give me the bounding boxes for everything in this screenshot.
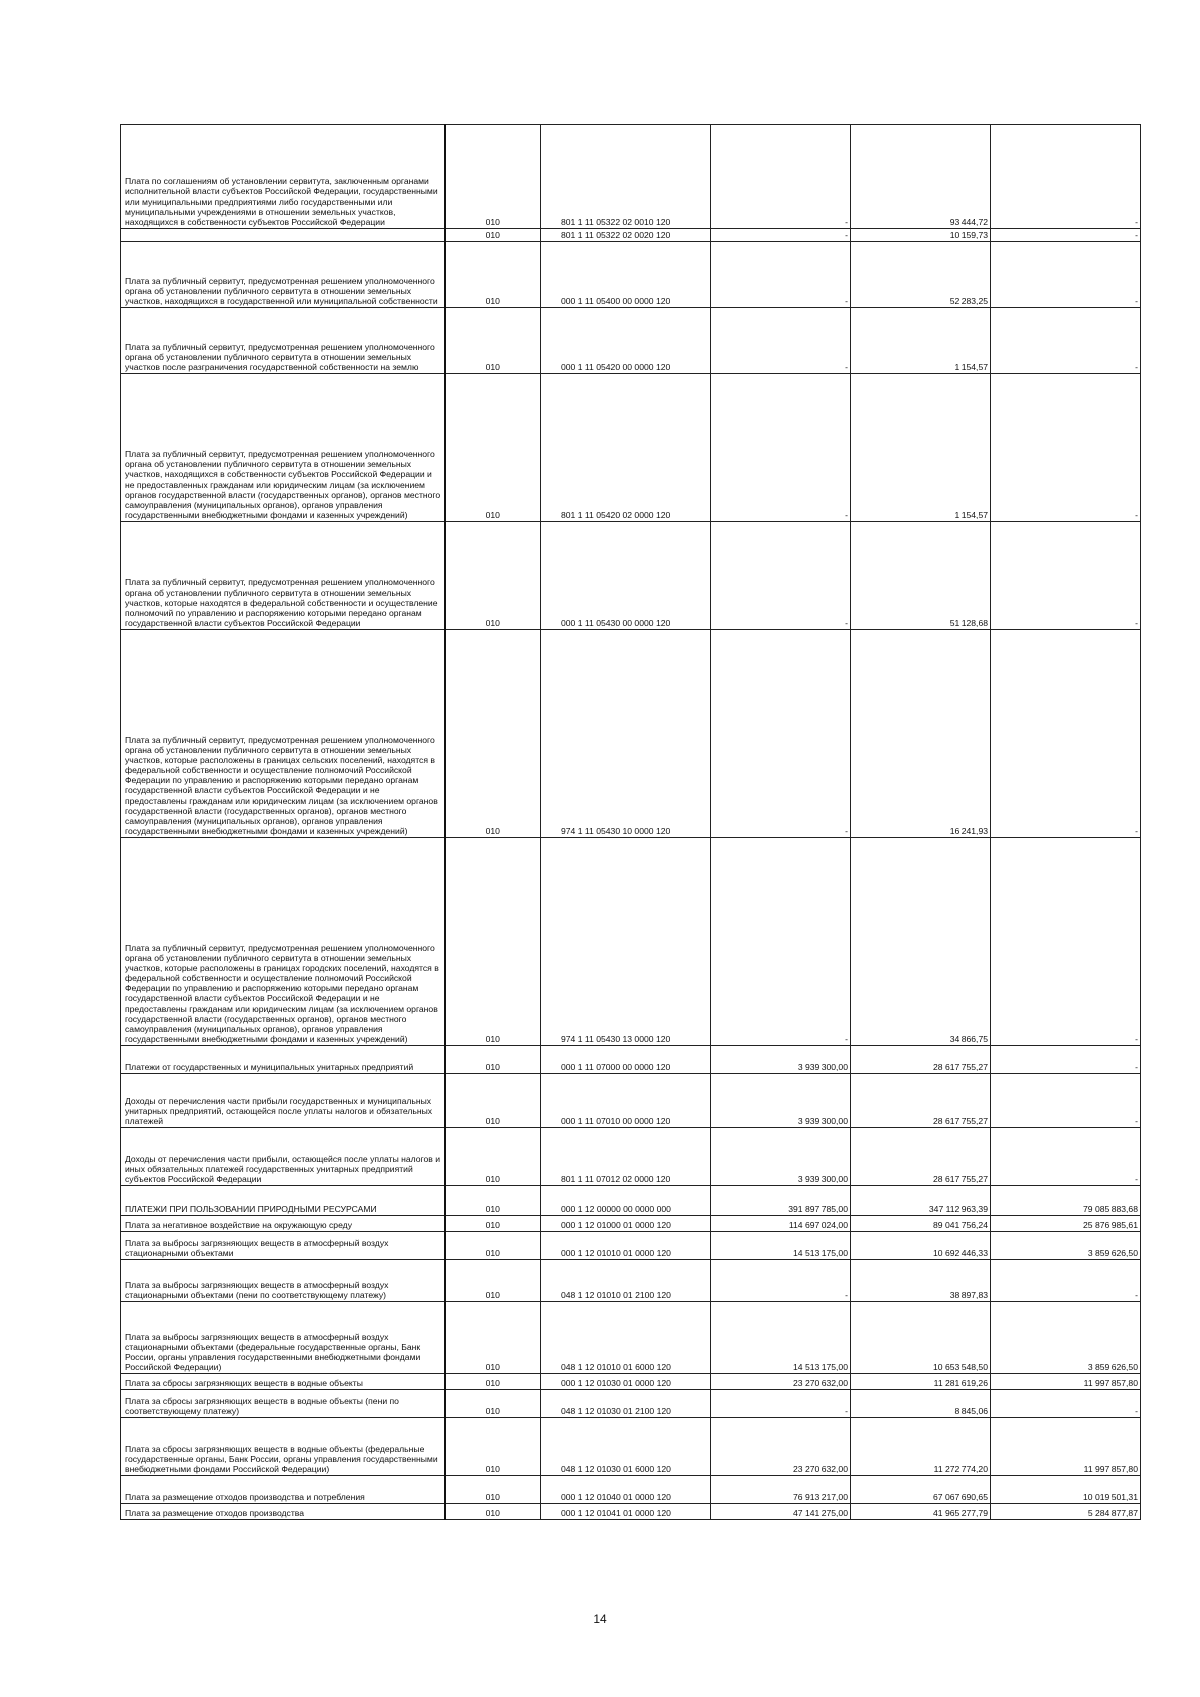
row-code-cell: 010 (445, 522, 541, 630)
row-name-cell: Плата за размещение отходов производства (121, 1504, 445, 1520)
table-row (121, 1128, 1141, 1186)
row-approved-cell: 14 513 175,00 (711, 1232, 851, 1260)
row-unexecuted-cell: 3 859 626,50 (991, 1302, 1141, 1374)
row-name-cell: Плата за размещение отходов производства и потребления (121, 1476, 445, 1504)
row-name-cell (121, 229, 445, 242)
table-row (121, 1260, 1141, 1302)
row-approved-cell: - (711, 522, 851, 630)
row-kbk-cell: 801 1 11 07012 02 0000 120 (541, 1128, 711, 1186)
row-approved-cell: 3 939 300,00 (711, 1046, 851, 1074)
row-executed-cell: 38 897,83 (851, 1260, 991, 1302)
table-row (121, 1074, 1141, 1128)
row-kbk-cell: 801 1 11 05420 02 0000 120 (541, 374, 711, 522)
row-unexecuted-cell: 25 876 985,61 (991, 1216, 1141, 1232)
row-code-cell: 010 (445, 1476, 541, 1504)
row-unexecuted-cell: 3 859 626,50 (991, 1232, 1141, 1260)
row-code-cell: 010 (445, 1232, 541, 1260)
row-code-cell: 010 (445, 229, 541, 242)
row-code-cell: 010 (445, 1074, 541, 1128)
row-approved-cell: - (711, 1260, 851, 1302)
row-kbk-cell: 974 1 11 05430 13 0000 120 (541, 838, 711, 1046)
row-code-cell: 010 (445, 1374, 541, 1390)
row-executed-cell: 52 283,25 (851, 242, 991, 308)
revenue-table-body (121, 125, 1141, 1520)
row-executed-cell: 10 653 548,50 (851, 1302, 991, 1374)
row-code-cell: 010 (445, 125, 541, 229)
row-name-cell: Плата по соглашениям об установлении сервитута, заключенным органами исполнительной власти субъектов Российской Федерации, государственными или муниципальными предприятиями либо государственными или муниципальными учреждениями в отношении земельных участков, находящихся в собственности субъектов Российской Федерации (121, 125, 445, 229)
row-unexecuted-cell: - (991, 630, 1141, 838)
row-executed-cell: 28 617 755,27 (851, 1074, 991, 1128)
row-approved-cell: - (711, 125, 851, 229)
row-name-cell: Плата за публичный сервитут, предусмотренная решением уполномоченного органа об установлении публичного сервитута в отношении земельных участков, которые находятся в федеральной собственности и осуществление полномочий по управлению и распоряжению которыми передано органам государственной власти субъектов Российской Федерации (121, 522, 445, 630)
row-executed-cell: 16 241,93 (851, 630, 991, 838)
row-code-cell: 010 (445, 242, 541, 308)
row-kbk-cell: 801 1 11 05322 02 0010 120 (541, 125, 711, 229)
row-name-cell: Плата за публичный сервитут, предусмотренная решением уполномоченного органа об установлении публичного сервитута в отношении земельных участков, которые расположены в границах сельских поселений, находятся в федеральной собственности и осуществление полномочий Российской Федерации по управлению и распоряжению которыми передано органам государственной власти субъектов Российской Федерации и не предоставлены гражданам или юридическим лицам (за исключением органов государственной власти (государственных органов), органов местного самоуправления (муниципальных органов), органов управления государственными внебюджетными фондами и казенных учреждений) (121, 630, 445, 838)
row-name-cell: Доходы от перечисления части прибыли, остающейся после уплаты налогов и иных обязательных платежей государственных унитарных предприятий субъектов Российской Федерации (121, 1128, 445, 1186)
table-row (121, 1476, 1141, 1504)
row-unexecuted-cell: 79 085 883,68 (991, 1186, 1141, 1216)
row-kbk-cell: 000 1 11 05420 00 0000 120 (541, 308, 711, 374)
row-code-cell: 010 (445, 1128, 541, 1186)
table-row (121, 1374, 1141, 1390)
row-kbk-cell: 048 1 12 01010 01 6000 120 (541, 1302, 711, 1374)
row-unexecuted-cell: - (991, 1046, 1141, 1074)
row-name-cell: Плата за сбросы загрязняющих веществ в водные объекты (пени по соответствующему платежу) (121, 1390, 445, 1418)
row-name-cell: Плата за публичный сервитут, предусмотренная решением уполномоченного органа об установлении публичного сервитута в отношении земельных участков после разграничения государственной собственности на землю (121, 308, 445, 374)
row-approved-cell: 23 270 632,00 (711, 1374, 851, 1390)
row-unexecuted-cell: - (991, 308, 1141, 374)
row-approved-cell: - (711, 630, 851, 838)
row-unexecuted-cell: - (991, 1390, 1141, 1418)
row-kbk-cell: 048 1 12 01030 01 2100 120 (541, 1390, 711, 1418)
row-approved-cell: 114 697 024,00 (711, 1216, 851, 1232)
table-row (121, 1186, 1141, 1216)
row-unexecuted-cell: 10 019 501,31 (991, 1476, 1141, 1504)
table-row (121, 1046, 1141, 1074)
revenue-table (120, 124, 1141, 1520)
table-row (121, 308, 1141, 374)
row-approved-cell: 23 270 632,00 (711, 1418, 851, 1476)
row-kbk-cell: 801 1 11 05322 02 0020 120 (541, 229, 711, 242)
row-executed-cell: 11 281 619,26 (851, 1374, 991, 1390)
row-unexecuted-cell: - (991, 125, 1141, 229)
row-unexecuted-cell: - (991, 1128, 1141, 1186)
row-code-cell: 010 (445, 1390, 541, 1418)
row-executed-cell: 67 067 690,65 (851, 1476, 991, 1504)
row-name-cell: Плата за сбросы загрязняющих веществ в водные объекты (федеральные государственные органы, Банк России, органы управления государственными внебюджетными фондами Российской Федерации) (121, 1418, 445, 1476)
row-name-cell: Платежи от государственных и муниципальных унитарных предприятий (121, 1046, 445, 1074)
row-unexecuted-cell: 11 997 857,80 (991, 1418, 1141, 1476)
row-approved-cell: - (711, 374, 851, 522)
row-executed-cell: 51 128,68 (851, 522, 991, 630)
table-row (121, 242, 1141, 308)
row-unexecuted-cell: - (991, 374, 1141, 522)
table-row (121, 1390, 1141, 1418)
row-approved-cell: 3 939 300,00 (711, 1074, 851, 1128)
row-name-cell: Плата за публичный сервитут, предусмотренная решением уполномоченного органа об установлении публичного сервитута в отношении земельных участков, находящихся в собственности субъектов Российской Федерации и не предоставленных гражданам или юридическим лицам (за исключением органов государственной власти (государственных органов), органов местного самоуправления (муниципальных органов), органов управления государственными внебюджетными фондами и казенных учреждений) (121, 374, 445, 522)
row-kbk-cell: 000 1 11 07000 00 0000 120 (541, 1046, 711, 1074)
row-executed-cell: 11 272 774,20 (851, 1418, 991, 1476)
row-kbk-cell: 000 1 12 00000 00 0000 000 (541, 1186, 711, 1216)
row-kbk-cell: 000 1 12 01041 01 0000 120 (541, 1504, 711, 1520)
row-name-cell: Плата за выбросы загрязняющих веществ в атмосферный воздух стационарными объектами (пени по соответствующему платежу) (121, 1260, 445, 1302)
row-unexecuted-cell: 11 997 857,80 (991, 1374, 1141, 1390)
table-row (121, 1418, 1141, 1476)
row-approved-cell: 76 913 217,00 (711, 1476, 851, 1504)
row-executed-cell: 28 617 755,27 (851, 1046, 991, 1074)
row-kbk-cell: 000 1 12 01010 01 0000 120 (541, 1232, 711, 1260)
table-row (121, 1302, 1141, 1374)
row-approved-cell: 391 897 785,00 (711, 1186, 851, 1216)
row-code-cell: 010 (445, 1186, 541, 1216)
row-name-cell: Плата за выбросы загрязняющих веществ в атмосферный воздух стационарными объектами (федеральные государственные органы, Банк России, органы управления государственными внебюджетными фондами Российской Федерации) (121, 1302, 445, 1374)
row-kbk-cell: 000 1 12 01040 01 0000 120 (541, 1476, 711, 1504)
row-executed-cell: 347 112 963,39 (851, 1186, 991, 1216)
row-kbk-cell: 000 1 11 05430 00 0000 120 (541, 522, 711, 630)
row-code-cell: 010 (445, 1418, 541, 1476)
row-unexecuted-cell: - (991, 242, 1141, 308)
row-name-cell: Плата за сбросы загрязняющих веществ в водные объекты (121, 1374, 445, 1390)
table-row (121, 229, 1141, 242)
row-unexecuted-cell: - (991, 1074, 1141, 1128)
row-executed-cell: 10 692 446,33 (851, 1232, 991, 1260)
row-code-cell: 010 (445, 630, 541, 838)
row-kbk-cell: 000 1 11 07010 00 0000 120 (541, 1074, 711, 1128)
row-name-cell: ПЛАТЕЖИ ПРИ ПОЛЬЗОВАНИИ ПРИРОДНЫМИ РЕСУРСАМИ (121, 1186, 445, 1216)
row-kbk-cell: 048 1 12 01010 01 2100 120 (541, 1260, 711, 1302)
table-row (121, 1216, 1141, 1232)
row-unexecuted-cell: - (991, 838, 1141, 1046)
row-approved-cell: 47 141 275,00 (711, 1504, 851, 1520)
row-kbk-cell: 048 1 12 01030 01 6000 120 (541, 1418, 711, 1476)
row-approved-cell: - (711, 242, 851, 308)
row-approved-cell: - (711, 838, 851, 1046)
row-code-cell: 010 (445, 374, 541, 522)
table-row (121, 522, 1141, 630)
row-name-cell: Плата за публичный сервитут, предусмотренная решением уполномоченного органа об установлении публичного сервитута в отношении земельных участков, находящихся в государственной или муниципальной собственности (121, 242, 445, 308)
table-row (121, 1232, 1141, 1260)
row-name-cell: Плата за выбросы загрязняющих веществ в атмосферный воздух стационарными объектами (121, 1232, 445, 1260)
row-code-cell: 010 (445, 308, 541, 374)
row-approved-cell: 14 513 175,00 (711, 1302, 851, 1374)
row-executed-cell: 1 154,57 (851, 374, 991, 522)
row-kbk-cell: 000 1 12 01030 01 0000 120 (541, 1374, 711, 1390)
row-kbk-cell: 000 1 12 01000 01 0000 120 (541, 1216, 711, 1232)
row-code-cell: 010 (445, 1216, 541, 1232)
table-row (121, 838, 1141, 1046)
row-code-cell: 010 (445, 1046, 541, 1074)
table-row (121, 630, 1141, 838)
row-code-cell: 010 (445, 838, 541, 1046)
row-kbk-cell: 974 1 11 05430 10 0000 120 (541, 630, 711, 838)
row-unexecuted-cell: - (991, 229, 1141, 242)
row-executed-cell: 10 159,73 (851, 229, 991, 242)
row-executed-cell: 93 444,72 (851, 125, 991, 229)
table-row (121, 1504, 1141, 1520)
row-approved-cell: - (711, 229, 851, 242)
row-approved-cell: 3 939 300,00 (711, 1128, 851, 1186)
page-number: 14 (593, 1612, 607, 1626)
row-unexecuted-cell: - (991, 1260, 1141, 1302)
row-code-cell: 010 (445, 1504, 541, 1520)
row-executed-cell: 89 041 756,24 (851, 1216, 991, 1232)
row-name-cell: Плата за негативное воздействие на окружающую среду (121, 1216, 445, 1232)
row-approved-cell: - (711, 1390, 851, 1418)
row-executed-cell: 8 845,06 (851, 1390, 991, 1418)
row-executed-cell: 34 866,75 (851, 838, 991, 1046)
row-code-cell: 010 (445, 1302, 541, 1374)
table-row (121, 125, 1141, 229)
row-kbk-cell: 000 1 11 05400 00 0000 120 (541, 242, 711, 308)
row-executed-cell: 28 617 755,27 (851, 1128, 991, 1186)
row-executed-cell: 41 965 277,79 (851, 1504, 991, 1520)
row-unexecuted-cell: 5 284 877,87 (991, 1504, 1141, 1520)
table-row (121, 374, 1141, 522)
row-approved-cell: - (711, 308, 851, 374)
row-code-cell: 010 (445, 1260, 541, 1302)
row-unexecuted-cell: - (991, 522, 1141, 630)
row-name-cell: Плата за публичный сервитут, предусмотренная решением уполномоченного органа об установлении публичного сервитута в отношении земельных участков, которые расположены в границах городских поселений, находятся в федеральной собственности и осуществление полномочий Российской Федерации по управлению и распоряжению которыми передано органам государственной власти субъектов Российской Федерации и не предоставлены гражданам или юридическим лицам (за исключением органов государственной власти (государственных органов), органов местного самоуправления (муниципальных органов), органов управления государственными внебюджетными фондами и казенных учреждений) (121, 838, 445, 1046)
row-executed-cell: 1 154,57 (851, 308, 991, 374)
row-name-cell: Доходы от перечисления части прибыли государственных и муниципальных унитарных предприятий, остающейся после уплаты налогов и обязательных платежей (121, 1074, 445, 1128)
